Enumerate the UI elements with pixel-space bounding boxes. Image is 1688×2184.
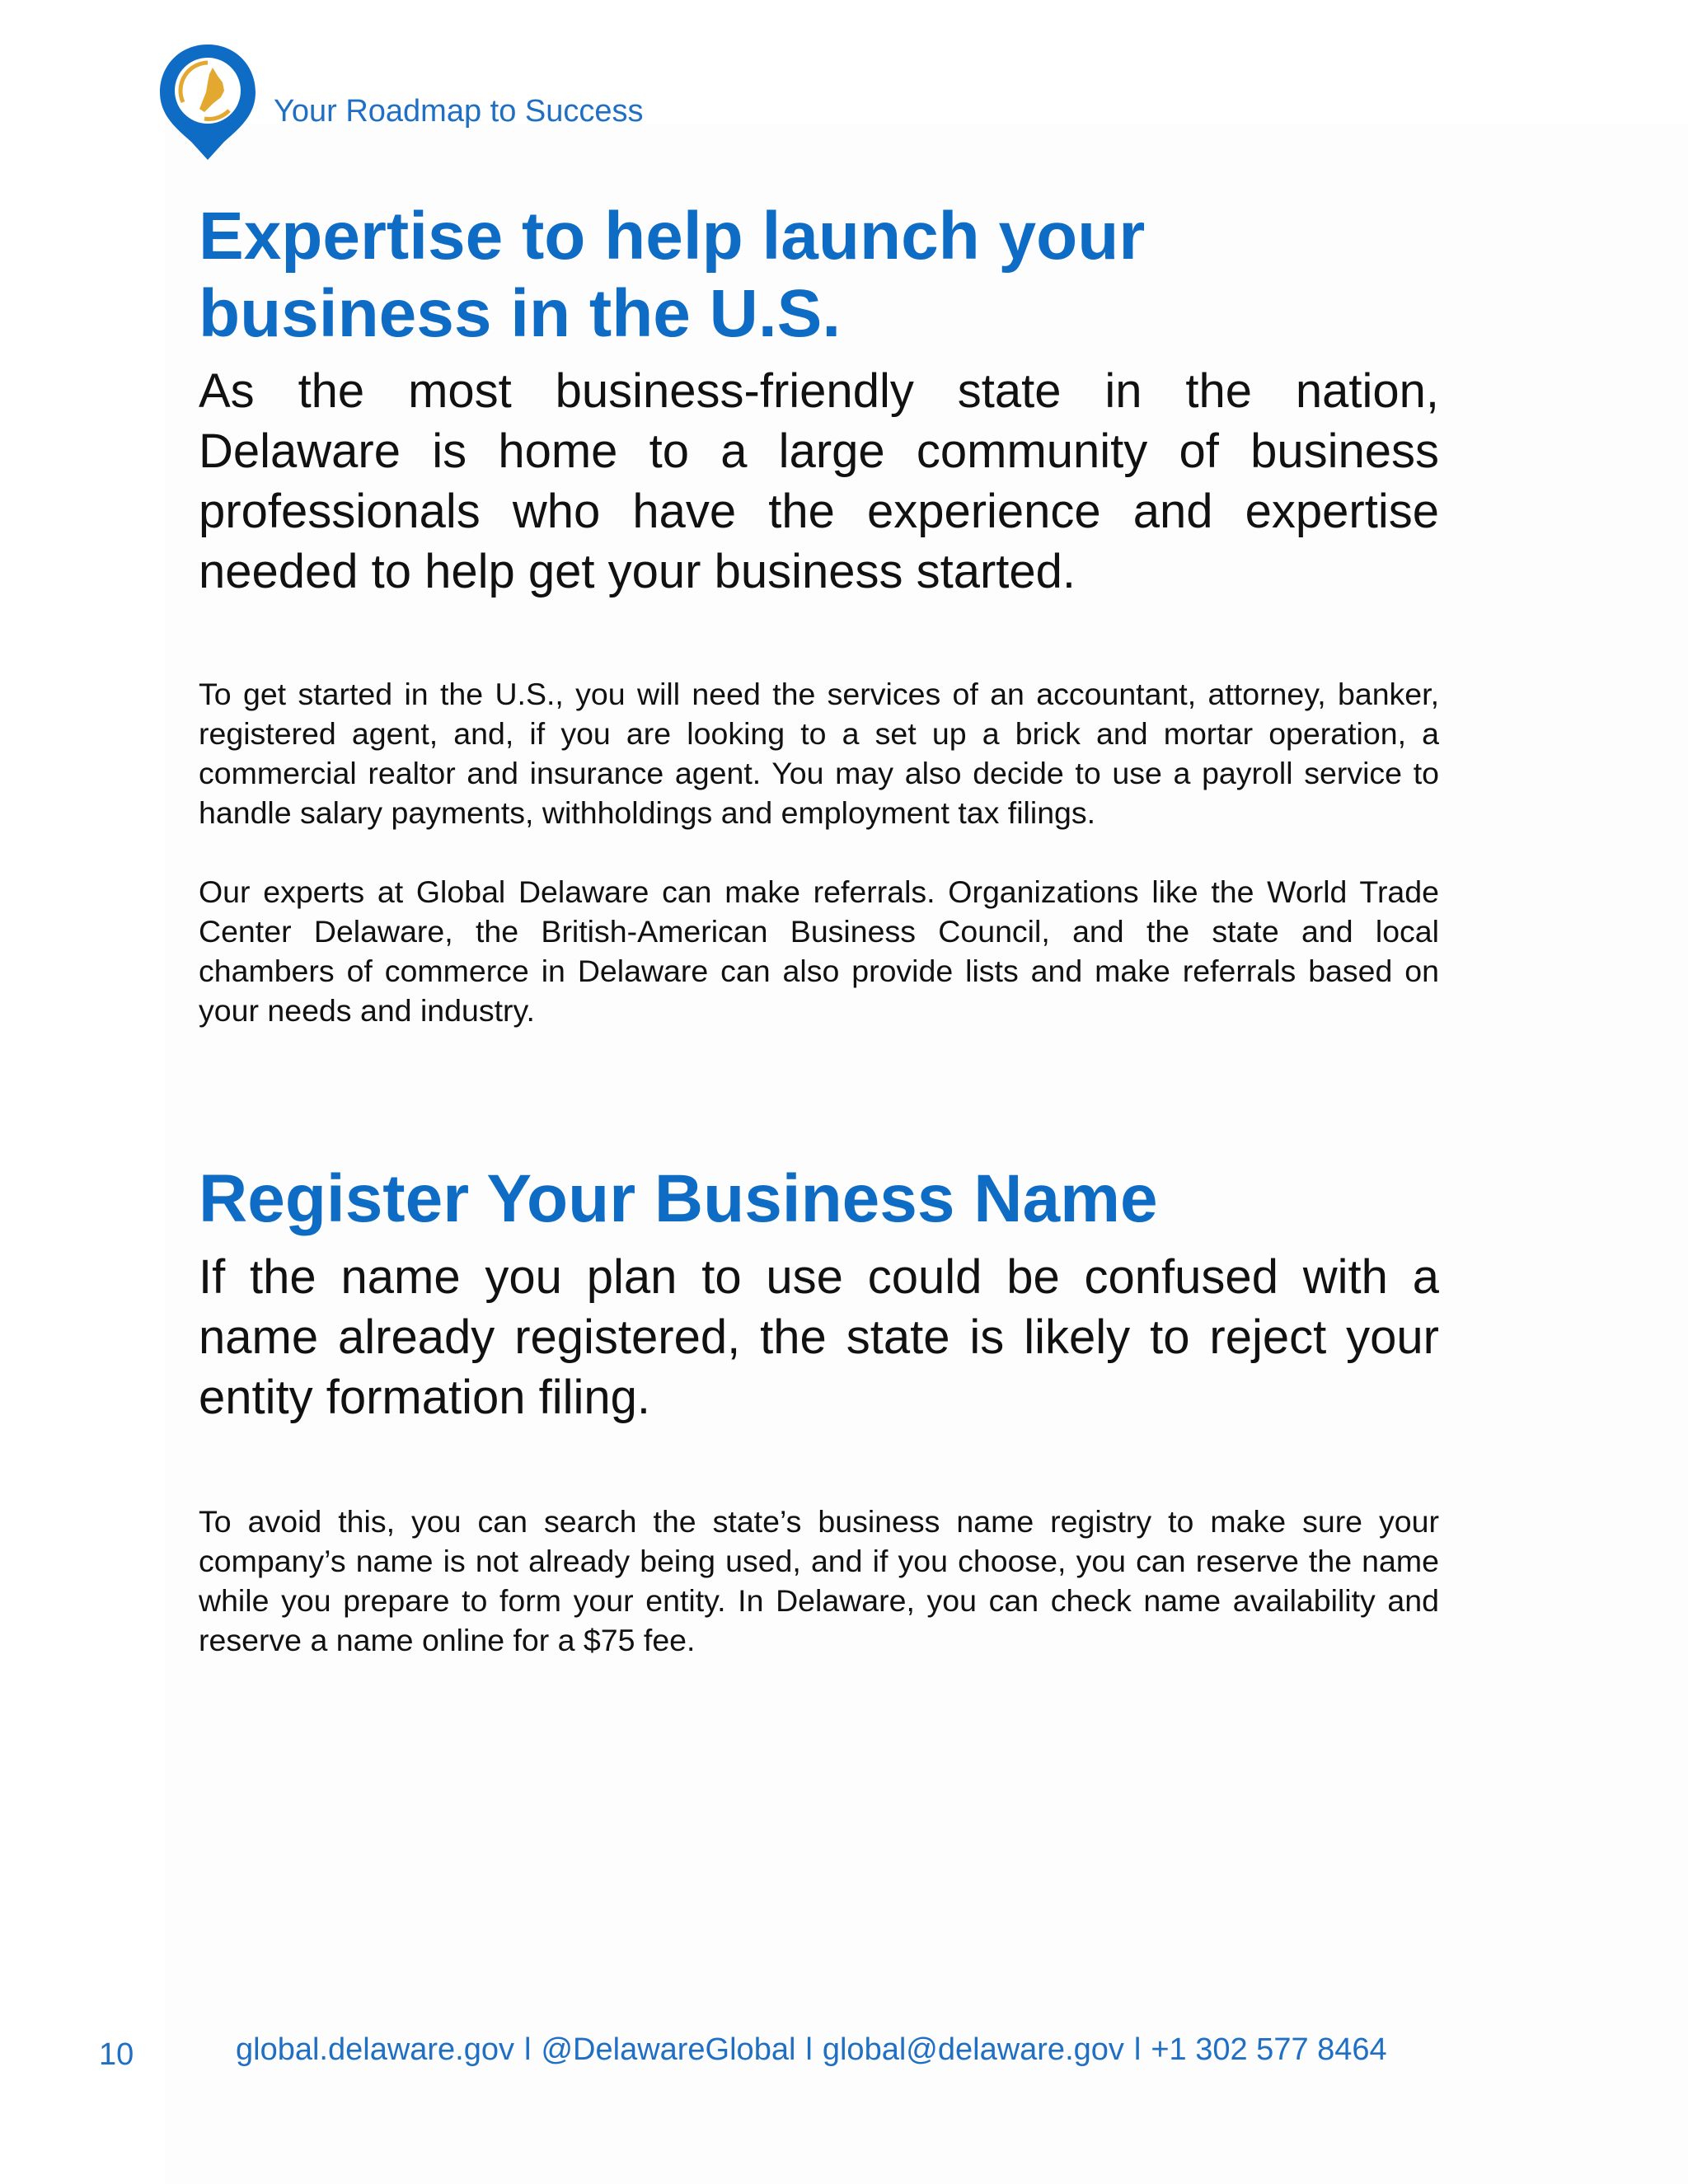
page-number: 10 [99,2037,134,2072]
footer-contact [236,2032,1387,2068]
section-register-name [199,1160,1439,1238]
page-footer [0,2032,1688,2082]
map-pin-logo-icon [157,40,259,163]
section-expertise-paragraph-2-block [199,872,1439,1030]
section-register-paragraph-block [199,1502,1439,1660]
section-title [199,198,1439,353]
section-expertise [199,198,1439,353]
section-lead: As the most business-friendly state in the nation, Delaware is home to a large community of business professionals who have the experience and expertise needed to help get your business started. [199,364,1439,598]
section-title: Register Your Business Name [199,1161,1158,1236]
footer-separator: l [1133,2032,1142,2067]
section-title-line-1: Expertise to help launch your [199,199,1146,274]
header-tagline: Your Roadmap to Success [274,94,644,129]
phone-number[interactable]: +1 302 577 8464 [1151,2032,1387,2067]
body-paragraph: To get started in the U.S., you will need the services of an accountant, attorney, banker, registered agent, and, if you are looking to a set up a brick and mortar operation, a commercial realtor and insurance agent. You may also decide to use a payroll service to handle salary payments, withholdings and employment tax filings. [199,677,1439,830]
social-handle-link[interactable]: @DelawareGlobal [541,2032,796,2067]
section-lead: If the name you plan to use could be confused with a name already registered, the state is likely to reject your entity formation filing. [199,1250,1439,1424]
footer-separator: l [805,2032,813,2067]
section-expertise-lead-block [199,361,1439,602]
section-expertise-paragraph-1-block [199,674,1439,832]
section-title-line-2: business in the U.S. [199,276,842,351]
page-header [157,40,816,163]
section-register-lead-block [199,1247,1439,1427]
website-link[interactable]: global.delaware.gov [236,2032,515,2067]
body-paragraph: Our experts at Global Delaware can make referrals. Organizations like the World Trade Center Delaware, the British-American Business Council, and the state and local chambers of commerce in Delaware can also provide lists and make referrals based on your needs and industry. [199,874,1439,1028]
body-paragraph: To avoid this, you can search the state’s business name registry to make sure your company’s name is not already being used, and if you choose, you can reserve the name while you prepare to form your entity. In Delaware, you can check name availability and reserve a name online for a $75 fee. [199,1504,1439,1657]
email-link[interactable]: global@delaware.gov [822,2032,1124,2067]
footer-separator: l [524,2032,532,2067]
